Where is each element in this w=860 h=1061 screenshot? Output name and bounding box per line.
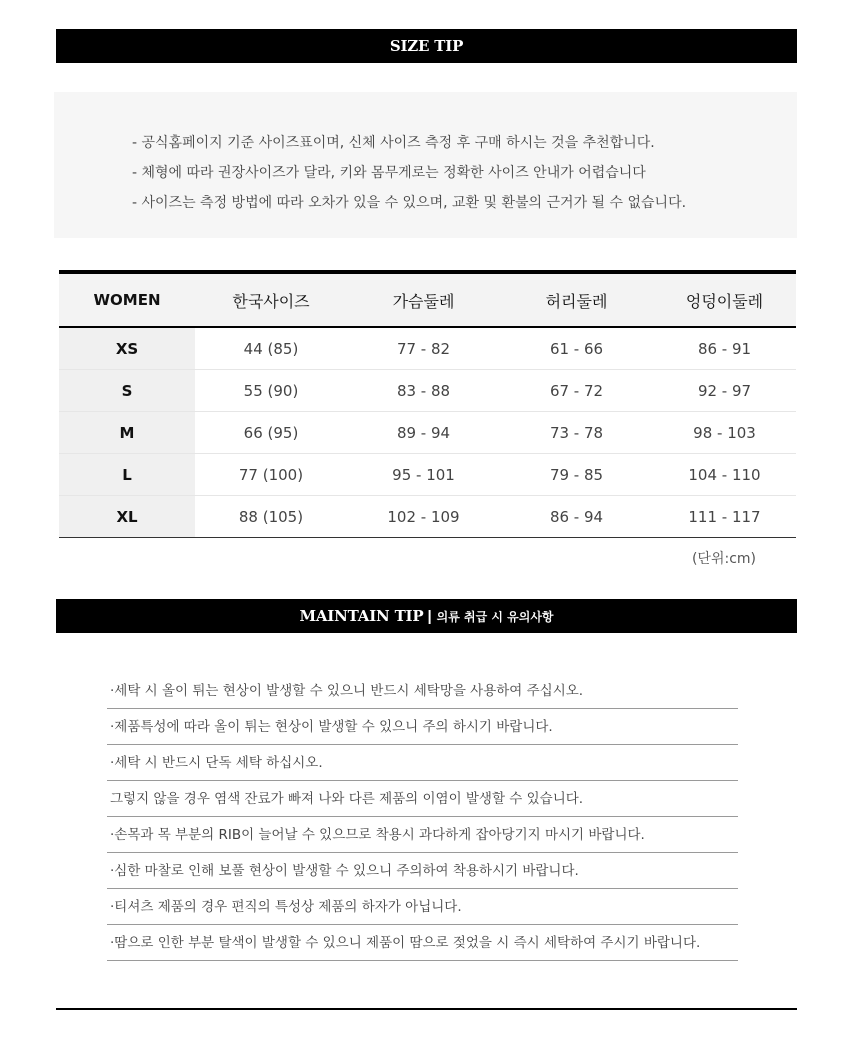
maintain-tip-list [107, 673, 738, 961]
size-table [59, 270, 796, 538]
table-row [59, 454, 796, 496]
maintain-tip-header [56, 599, 797, 633]
list-item: ·세탁 시 올이 튀는 현상이 발생할 수 있으니 반드시 세탁망을 사용하여 주십시오. [107, 673, 738, 709]
table-row [59, 327, 796, 370]
size-label-cell: S [59, 370, 195, 412]
table-cell: 98 - 103 [653, 412, 796, 454]
table-cell: 66 (95) [195, 412, 347, 454]
maintain-tip-title: MAINTAIN TIP [299, 607, 424, 625]
table-cell: 83 - 88 [347, 370, 500, 412]
list-item: ·세탁 시 반드시 단독 세탁 하십시오. [107, 745, 738, 781]
bottom-divider [56, 1008, 797, 1010]
unit-note: (단위:cm) [691, 551, 756, 567]
list-item: ·티셔츠 제품의 경우 편직의 특성상 제품의 하자가 아닙니다. [107, 889, 738, 925]
list-item: ·손목과 목 부분의 RIB이 늘어날 수 있으므로 착용시 과다하게 잡아당기지 마시기 바랍니다. [107, 817, 738, 853]
list-item: ·심한 마찰로 인해 보풀 현상이 발생할 수 있으니 주의하여 착용하시기 바랍니다. [107, 853, 738, 889]
table-cell: 55 (90) [195, 370, 347, 412]
size-label-cell: M [59, 412, 195, 454]
size-label-cell: XS [59, 327, 195, 370]
table-cell: 86 - 91 [653, 327, 796, 370]
table-row [59, 496, 796, 538]
table-cell: 89 - 94 [347, 412, 500, 454]
list-item: 그렇지 않을 경우 염색 잔료가 빠져 나와 다른 제품의 이염이 발생할 수 있습니다. [107, 781, 738, 817]
size-table-header-row [59, 272, 796, 327]
size-label-cell: XL [59, 496, 195, 538]
header-separator: | [427, 608, 432, 625]
table-cell: 73 - 78 [500, 412, 653, 454]
column-header-women: WOMEN [59, 272, 195, 327]
table-cell: 111 - 117 [653, 496, 796, 538]
table-cell: 92 - 97 [653, 370, 796, 412]
column-header-korean-size: 한국사이즈 [195, 272, 347, 327]
table-cell: 67 - 72 [500, 370, 653, 412]
table-row [59, 412, 796, 454]
table-cell: 79 - 85 [500, 454, 653, 496]
size-tip-line: - 체형에 따라 권장사이즈가 달라, 키와 몸무게로는 정확한 사이즈 안내가 어렵습니다 [132, 165, 646, 181]
size-label-cell: L [59, 454, 195, 496]
size-tip-box [54, 92, 797, 238]
maintain-tip-subtitle: 의류 취급 시 유의사항 [436, 610, 554, 624]
column-header-waist: 허리둘레 [500, 272, 653, 327]
table-cell: 77 - 82 [347, 327, 500, 370]
table-cell: 88 (105) [195, 496, 347, 538]
table-cell: 104 - 110 [653, 454, 796, 496]
list-item: ·제품특성에 따라 올이 튀는 현상이 발생할 수 있으니 주의 하시기 바랍니다. [107, 709, 738, 745]
size-tip-line: - 사이즈는 측정 방법에 따라 오차가 있을 수 있으며, 교환 및 환불의 근거가 될 수 없습니다. [132, 195, 687, 211]
table-cell: 95 - 101 [347, 454, 500, 496]
list-item: ·땀으로 인한 부분 탈색이 발생할 수 있으니 제품이 땀으로 젖었을 시 즉시 세탁하여 주시기 바랍니다. [107, 925, 738, 961]
table-cell: 102 - 109 [347, 496, 500, 538]
table-cell: 61 - 66 [500, 327, 653, 370]
size-tip-line: - 공식홈페이지 기준 사이즈표이며, 신체 사이즈 측정 후 구매 하시는 것을 추천합니다. [132, 135, 655, 151]
table-cell: 86 - 94 [500, 496, 653, 538]
column-header-bust: 가슴둘레 [347, 272, 500, 327]
table-cell: 77 (100) [195, 454, 347, 496]
table-row [59, 370, 796, 412]
column-header-hip: 엉덩이둘레 [653, 272, 796, 327]
table-cell: 44 (85) [195, 327, 347, 370]
size-tip-title: SIZE TIP [389, 37, 464, 55]
size-tip-lines [132, 128, 686, 218]
size-tip-header [56, 29, 797, 63]
